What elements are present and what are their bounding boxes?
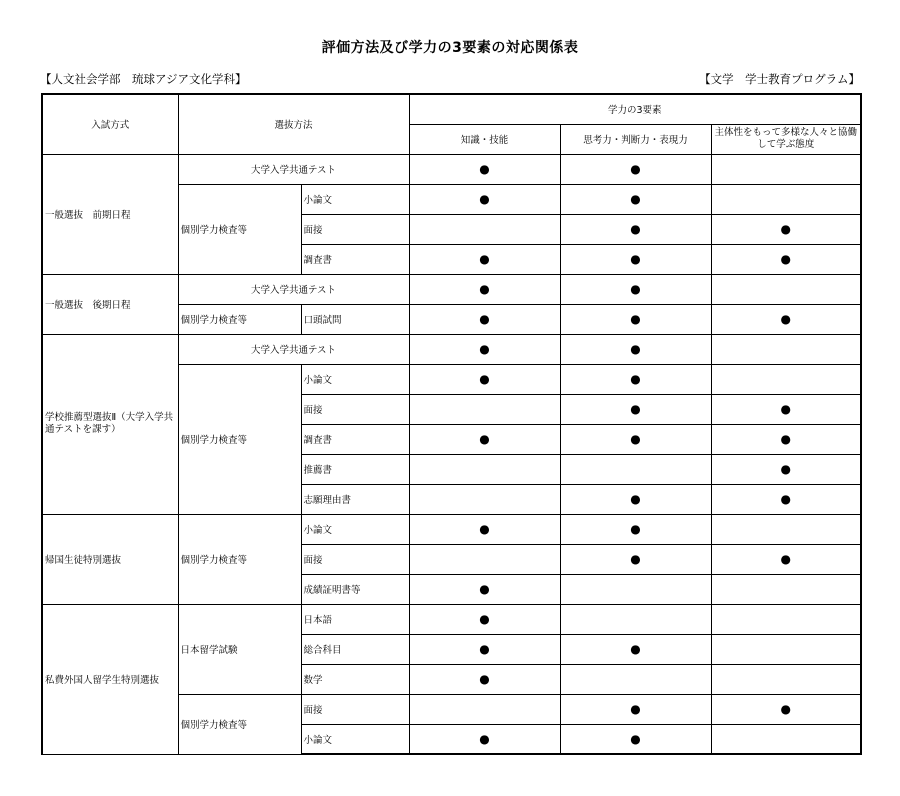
selection-item-cell: 小論文: [301, 724, 409, 754]
attitude-cell-dot: ●: [711, 304, 861, 334]
selection-group-cell: 個別学力検査等: [178, 514, 301, 604]
selection-group-cell: 個別学力検査等: [178, 694, 301, 754]
knowledge-cell-dot: ●: [409, 184, 560, 214]
selection-cell: 大学入学共通テスト: [178, 274, 409, 304]
knowledge-cell: [409, 694, 560, 724]
thinking-cell: [560, 574, 711, 604]
thinking-cell-dot: ●: [560, 244, 711, 274]
thinking-cell-dot: ●: [560, 184, 711, 214]
knowledge-cell-dot: ●: [409, 304, 560, 334]
col-header-knowledge: 知識・技能: [409, 124, 560, 154]
thinking-cell-dot: ●: [560, 274, 711, 304]
knowledge-cell: [409, 544, 560, 574]
thinking-cell-dot: ●: [560, 364, 711, 394]
selection-item-cell: 調査書: [301, 244, 409, 274]
knowledge-cell: [409, 214, 560, 244]
selection-cell: 大学入学共通テスト: [178, 154, 409, 184]
table-row: [42, 514, 861, 544]
selection-item-cell: 口頭試問: [301, 304, 409, 334]
entrance-method-cell: 一般選抜 後期日程: [42, 274, 178, 334]
selection-item-cell: 総合科目: [301, 634, 409, 664]
attitude-cell: [711, 604, 861, 634]
attitude-cell: [711, 154, 861, 184]
thinking-cell-dot: ●: [560, 634, 711, 664]
attitude-cell: [711, 574, 861, 604]
attitude-cell: [711, 634, 861, 664]
selection-item-cell: 数学: [301, 664, 409, 694]
entrance-method-cell: 帰国生徒特別選抜: [42, 514, 178, 604]
col-header-selection-method: 選抜方法: [178, 94, 409, 154]
selection-item-cell: 面接: [301, 694, 409, 724]
attitude-cell-dot: ●: [711, 454, 861, 484]
selection-item-cell: 成績証明書等: [301, 574, 409, 604]
attitude-cell: [711, 724, 861, 754]
knowledge-cell-dot: ●: [409, 514, 560, 544]
thinking-cell-dot: ●: [560, 214, 711, 244]
thinking-cell-dot: ●: [560, 394, 711, 424]
thinking-cell-dot: ●: [560, 154, 711, 184]
selection-item-cell: 小論文: [301, 184, 409, 214]
selection-item-cell: 日本語: [301, 604, 409, 634]
attitude-cell-dot: ●: [711, 694, 861, 724]
entrance-method-cell: 一般選抜 前期日程: [42, 154, 178, 274]
thinking-cell-dot: ●: [560, 304, 711, 334]
selection-group-cell: 日本留学試験: [178, 604, 301, 694]
thinking-cell-dot: ●: [560, 694, 711, 724]
table-row: [42, 334, 861, 364]
thinking-cell: [560, 604, 711, 634]
knowledge-cell-dot: ●: [409, 634, 560, 664]
selection-group-cell: 個別学力検査等: [178, 304, 301, 334]
thinking-cell-dot: ●: [560, 514, 711, 544]
knowledge-cell-dot: ●: [409, 604, 560, 634]
selection-item-cell: 面接: [301, 394, 409, 424]
knowledge-cell-dot: ●: [409, 364, 560, 394]
attitude-cell: [711, 274, 861, 304]
selection-cell: 大学入学共通テスト: [178, 334, 409, 364]
table-row: [42, 274, 861, 304]
col-header-thinking: 思考力・判断力・表現力: [560, 124, 711, 154]
program-label: 【文学 学士教育プログラム】: [699, 72, 860, 86]
selection-item-cell: 小論文: [301, 514, 409, 544]
selection-group-cell: 個別学力検査等: [178, 364, 301, 514]
entrance-method-cell: 学校推薦型選抜Ⅱ（大学入学共通テストを課す）: [42, 334, 178, 514]
knowledge-cell-dot: ●: [409, 244, 560, 274]
attitude-cell-dot: ●: [711, 424, 861, 454]
thinking-cell-dot: ●: [560, 724, 711, 754]
col-header-attitude: 主体性をもって多様な人々と協働して学ぶ態度: [711, 124, 861, 154]
thinking-cell-dot: ●: [560, 334, 711, 364]
thinking-cell: [560, 454, 711, 484]
knowledge-cell: [409, 484, 560, 514]
page-title: 評価方法及び学力の3要素の対応関係表: [321, 40, 579, 56]
entrance-method-cell: 私費外国人留学生特別選抜: [42, 604, 178, 754]
knowledge-cell-dot: ●: [409, 274, 560, 304]
thinking-cell-dot: ●: [560, 424, 711, 454]
faculty-label: 【人文社会学部 琉球アジア文化学科】: [40, 72, 247, 86]
attitude-cell: [711, 334, 861, 364]
selection-item-cell: 推薦書: [301, 454, 409, 484]
knowledge-cell-dot: ●: [409, 334, 560, 364]
knowledge-cell-dot: ●: [409, 724, 560, 754]
attitude-cell-dot: ●: [711, 214, 861, 244]
table-row: [42, 604, 861, 634]
attitude-cell-dot: ●: [711, 484, 861, 514]
col-header-three-elements: 学力の3要素: [409, 94, 861, 124]
knowledge-cell-dot: ●: [409, 424, 560, 454]
knowledge-cell: [409, 454, 560, 484]
selection-item-cell: 面接: [301, 544, 409, 574]
attitude-cell: [711, 184, 861, 214]
attitude-cell: [711, 664, 861, 694]
knowledge-cell: [409, 394, 560, 424]
selection-group-cell: 個別学力検査等: [178, 184, 301, 274]
knowledge-cell-dot: ●: [409, 574, 560, 604]
attitude-cell-dot: ●: [711, 544, 861, 574]
selection-item-cell: 調査書: [301, 424, 409, 454]
attitude-cell-dot: ●: [711, 244, 861, 274]
attitude-cell-dot: ●: [711, 394, 861, 424]
attitude-cell: [711, 364, 861, 394]
selection-item-cell: 小論文: [301, 364, 409, 394]
selection-item-cell: 志願理由書: [301, 484, 409, 514]
thinking-cell: [560, 664, 711, 694]
thinking-cell-dot: ●: [560, 484, 711, 514]
attitude-cell: [711, 514, 861, 544]
knowledge-cell-dot: ●: [409, 664, 560, 694]
selection-item-cell: 面接: [301, 214, 409, 244]
thinking-cell-dot: ●: [560, 544, 711, 574]
evaluation-table: [41, 93, 862, 755]
table-row: [42, 154, 861, 184]
knowledge-cell-dot: ●: [409, 154, 560, 184]
col-header-entrance-method: 入試方式: [42, 94, 178, 154]
